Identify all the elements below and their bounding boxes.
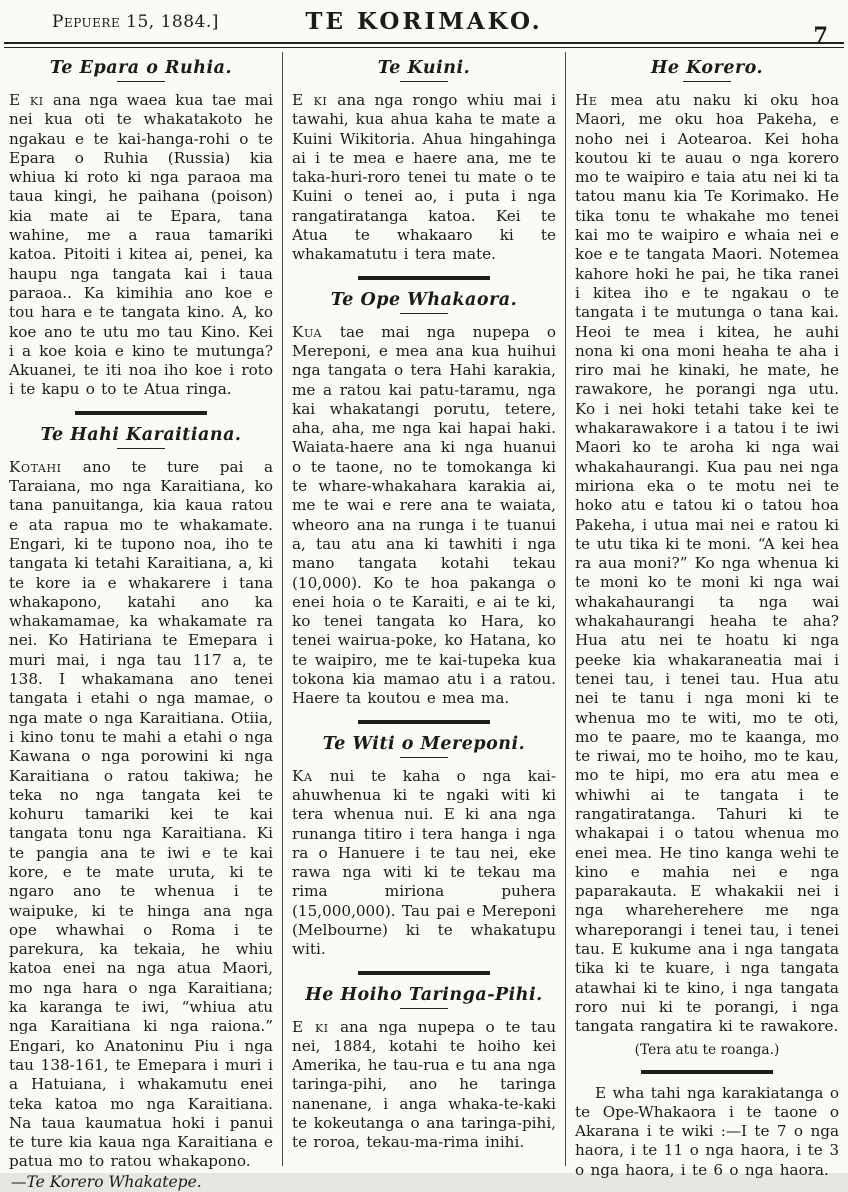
section-divider — [75, 411, 207, 415]
article-body — [575, 91, 839, 1037]
body-run: ana nga waea kua tae mai nei kua oti te whakatakoto he ngakau e te kai-hanga-rohi o te Epara o Ruhia (Russia) kia whiua ki roto ki nga paraoa ma taua kingi, he paihana (poison) kia mate ai te Epara, tana wahine, me a raua tamariki katoa. Pitoiti i kitea ai, penei, ka haupu nga tangata kai i taua paraoa.. Ka kimihia ano koe e tou hara e te tangata kino. A, ko koe ano te utu mo tau Kino. Kei i a koe koia e kino te mutunga? Akuanei, te iti noa iho koe i roto i te kapu o to te Atua ringa. — [9, 91, 274, 399]
lead-word: Ka — [292, 766, 330, 785]
column-container — [0, 48, 848, 1191]
page-number: 7 — [813, 22, 828, 47]
newspaper-title: TE KORIMAKO. — [305, 8, 543, 35]
article-te-ope-whakaora — [292, 290, 556, 709]
notice-ope-whakaora-services — [575, 1084, 839, 1180]
article-title: He Hoiho Taringa-Pihi. — [305, 984, 543, 1005]
article-signature: —Te Korero Whakatepe. — [11, 1172, 202, 1191]
article-te-witi-o-mereponi — [292, 734, 556, 960]
body-run: tae mai nga nupepa o Mereponi, e mea ana kua huihui nga tangata o tera Hahi karakia, me a ratou kai patu-taramu, nga kai whakatangi porutu, tetere, aha, aha, me nga kai hapai haki. Waiata-haere ana ki nga huanui o te taone, no te tomokanga ki te whare-whakahara karakia ai, me te wai e rere ana te waiata, wheoro ana na runga i te tuanui a, tau atu ana ki tawhiti i nga mano tangata kotahi tekau (10,000). Ko te hoa pakanga o enei hoia o te Karaiti, e ai te ki, ko tenei tangata ko Hara, ko tenei wairua-poke, ko Hatana, ko te waipiro, me te kai-tupeka kua tokona kia mamao atu i a ratou. Haere ta koutou e mea ma. — [292, 322, 556, 708]
body-run: ana nga nupepa o te tau nei, 1884, kotahi te hoiho kei Amerika, he tau-rua e tu ana nga taringa-pihi, ano he taringa nanenane, i anga whaka-te-kaki te kokeutanga o ana taringa-pihi, te roroa, tekau-ma-rima inihi. — [292, 1017, 556, 1152]
column-2 — [282, 52, 565, 1166]
article-title: Te Witi o Mereponi. — [322, 733, 526, 754]
body-run: ano te ture pai a Taraiana, mo nga Karaitiana, ko tana panuitanga, kia kaua ratou e ata rapua mo te whakamate. Engari, ki te tupono noa, iho te tangata ki tetahi Karaitiana, a, ki te kore ia e whakarere i tana whakapono, katahi ano ka whakamamae, ka whakamate ra nei. Ko Hatiriana te Emepara i muri mai, i nga tau 117 a, te 138. I whakamana ano tenei tangata i etahi o nga mamae, o nga mate o nga Karaitiana. Otiia, i kino tonu te mahi a etahi o nga Kawana o nga porowini ki nga Karaitiana o ratou takiwa; he teka no nga tangata kei te kohuru tamariki kei te kai tangata tonu nga Karaitiana. Ki te pangia ana te iwi e te kai kore, e te mate uruta, ki te ngaro ano te whenua i te waipuke, ki te hinga ana nga ope whawhai o Roma i te parekura, ka tekaia, he whiu katoa enei na nga atua Maori, mo nga hara o nga Karaitiana; ka karanga te iwi, “whiua atu nga Karaitiana ki nga raiona.” Engari, ko Anatoninu Piu i nga tau 138-161, te Emepara i muri i a Hatuiana, i whakamutu enei teka katoa mo nga Karaitiana. Na taua kaumatua hoki i panui te ture kia kaua nga Karaitiana e patua mo to ratou whakapono. — [9, 457, 273, 1171]
article-title: Te Ope Whakaora. — [330, 289, 518, 310]
article-body — [292, 91, 556, 265]
article-body — [9, 458, 273, 1172]
title-rule — [683, 81, 731, 82]
body-run: ana nga rongo whiu mai i tawahi, kua ahua kaha te mate a Kuini Wikitoria. Ahua hingahinga ai i te mea e haere ana, me te taka-huri-roro tenei tu mate o te Kuini o tenei ao, i puta i nga rangatiratanga katoa. Kei te Atua te whakaaro ki te whakamatutu i tera mate. — [292, 91, 556, 264]
body-run: mea atu naku ki oku hoa Maori, me oku hoa Pakeha, e noho nei i Aotearoa. Kei hoha koutou ki te auau o nga korero mo te waipiro e taia atu nei ki ta tatou manu kia Te Korimako. He tika tonu te whakahe mo tenei kai mo te waipiro e whaia nei e koe e te tangata Maori. Notemea kahore hoki he pai, he tika ranei i kitea iho e te ngakau o te tangata i te mutunga o tana kai. Heoi te mea i kitea, he auhi nona ki ona moni heaha te aha i riro mai he kinaki, he mate, he rawakore, he porangi nga utu. Ko i nei hoki tetahi take kei te whakarawakore i a tatou i te iwi Maori ko te aroha ki nga wai whakahaurangi. Kua pau nei nga miriona eka o te motu nei te hoko atu e tatou ki o tatou hoa Pakeha, i utua mai nei e ratou ki te utu tika ki te moni. “A kei hea ra aua moni?” Ko nga whenua ki te moni ko te moni ki nga wai whakahaurangi ta nga wai whakahaurangi heaha te aha? Hua atu nei te hoatu ki nga peeke kia whakaraneatia mai i tenei tau, i tenei tau. Hua atu nei te tanu i nga moni ki te whenua mo te witi, mo te oti, mo te paare, mo te kaanga, mo te riwai, mo te hoiho, mo te kau, mo te hipi, mo era atu mea e whiwhi ai te tangata i te rangatiratanga. Tahuri ki te whakapai i o tatou whenua mo enei mea. He tino kanga wehi te kino e mahia nei e nga paparakauta. E whakakii nei i nga whareherehere me nga whareporangi i tenei tau, i tenei tau. E kukume ana i nga tangata tika ki te kuare, i nga tangata atawhai ki te kino, i nga tangata roro nui ki te porangi, i nga tangata rangatira ki te rawakore. — [575, 91, 839, 1036]
title-rule — [400, 313, 448, 314]
article-body — [292, 767, 556, 960]
masthead — [0, 0, 848, 47]
article-he-hoiho-taringa-pihi — [292, 985, 556, 1153]
section-divider — [358, 276, 490, 280]
article-he-korero — [575, 58, 839, 1059]
lead-word: E ki — [292, 1017, 340, 1036]
lead-word: Kua — [292, 322, 340, 341]
lead-word: He — [575, 91, 611, 109]
section-divider — [641, 1070, 773, 1074]
article-te-hahi-karaitiana — [9, 425, 273, 1192]
article-title: Te Epara o Ruhia. — [49, 58, 233, 78]
article-title: Te Hahi Karaitiana. — [40, 424, 242, 445]
issue-date: Pepuere 15, 1884.] — [52, 12, 219, 32]
lead-word: E ki — [9, 91, 53, 109]
article-title: He Korero. — [650, 58, 764, 78]
article-te-kuini — [292, 58, 556, 265]
article-body — [292, 1018, 556, 1153]
title-rule — [400, 1008, 448, 1009]
article-te-epara-o-ruhia — [9, 58, 273, 400]
article-body — [9, 91, 273, 400]
column-3 — [565, 52, 848, 1179]
lead-word: E ki — [292, 91, 338, 109]
title-rule — [117, 81, 165, 82]
notice-body: E wha tahi nga karakiatanga o te Ope-Whakaora i te taone o Akarana i te wiki :—I te 7 o nga haora, i te 11 o nga haora, i te 3 o nga haora, i te 6 o nga haora. — [575, 1083, 839, 1179]
column-1 — [0, 52, 282, 1191]
lead-word: Kotahi — [9, 457, 83, 476]
title-rule — [400, 81, 448, 82]
article-title: Te Kuini. — [377, 58, 471, 78]
section-divider — [358, 720, 490, 724]
section-divider — [358, 971, 490, 975]
body-run: nui te kaha o nga kai-ahuwhenua ki te ngaki witi ki tera whenua nui. E ki ana nga runanga titiro i tera hanga i nga ra o Hanuere i te tau nei, eke rawa nga witi ki te tekau ma rima miriona puhera (15,000,000). Tau pai e Mereponi (Melbourne) ki te whakatupu witi. — [292, 766, 556, 959]
title-rule — [117, 448, 165, 449]
article-body — [292, 323, 556, 709]
title-rule — [400, 757, 448, 758]
continuation-note: (Tera atu te roanga.) — [634, 1041, 780, 1058]
